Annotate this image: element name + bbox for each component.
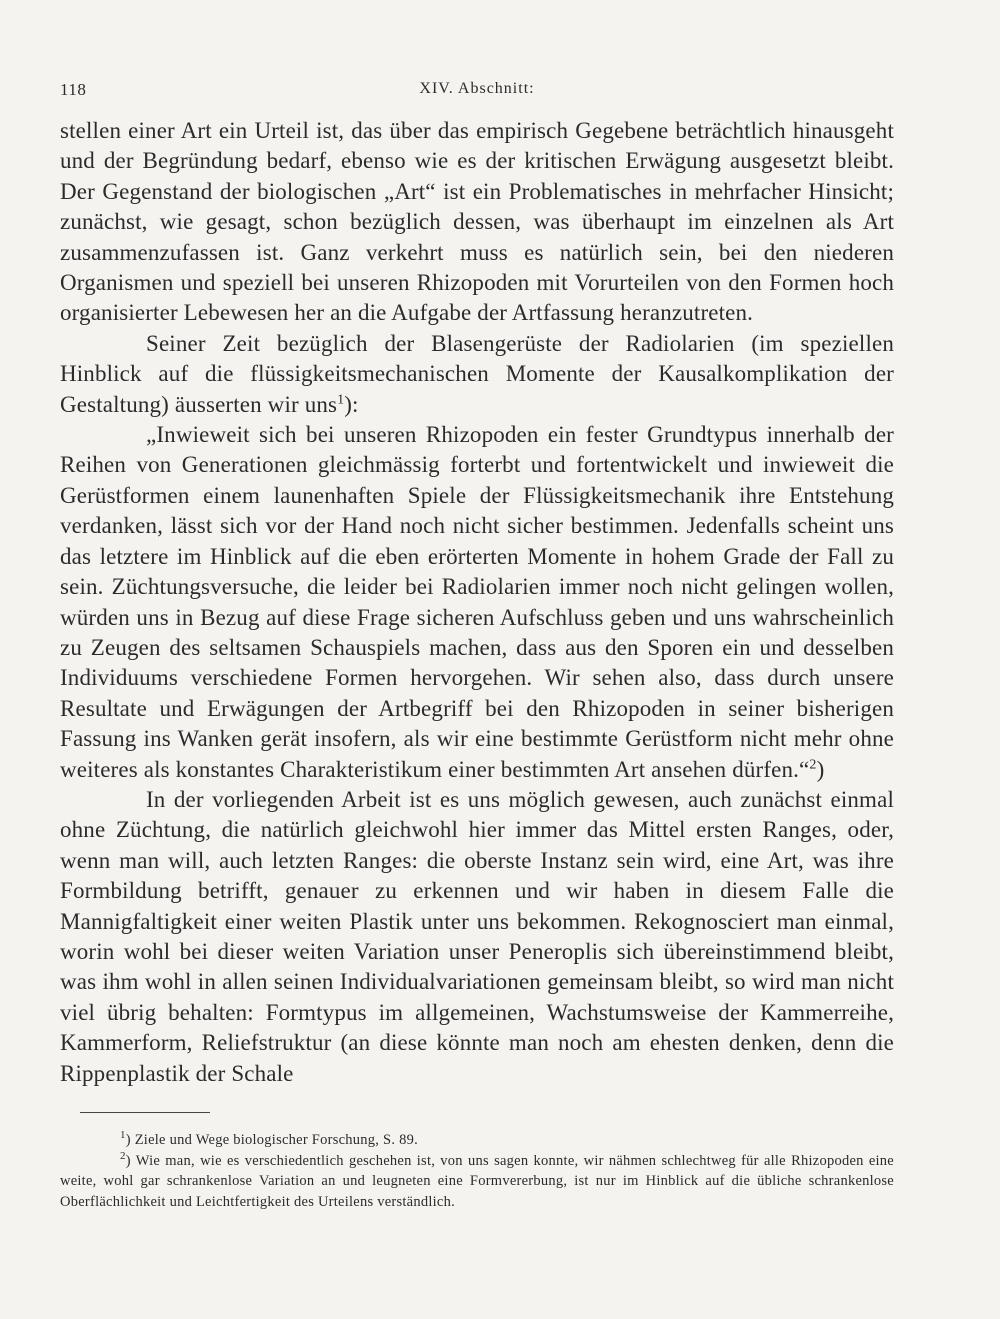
footnote-2-mark: 2 <box>120 1149 126 1162</box>
footnote-divider <box>80 1112 210 1113</box>
footnote-ref-2: 2 <box>809 756 817 772</box>
running-head: XIV. Abschnitt: <box>419 80 535 97</box>
paragraph-2 <box>60 329 894 420</box>
quote-end: ) <box>816 756 825 782</box>
footnote-1 <box>60 1130 894 1151</box>
footnote-1-mark: 1 <box>120 1129 126 1142</box>
quote-text: „Inwieweit sich bei unseren Rhizopoden ein fester Grundtypus innerhalb der Reihen von Generationen gleichmässig forterbt und fortentwickelt und inwieweit die Gerüstformen einem launenhaften Spiele der Flüssigkeitsmechanik ihre Entstehung verdanken, lässt sich vor der Hand noch nicht sicher bestimmen. Jedenfalls scheint uns das letztere im Hinblick auf die eben erörterten Momente in hohem Grade der Fall zu sein. Züchtungsversuche, die leider bei Radiolarien immer noch nicht gelingen wollen, würden uns in Bezug auf diese Frage sicheren Aufschluss geben und uns wahrscheinlich zu Zeugen des seltsamen Schauspiels machen, dass aus den Sporen ein und desselben Individuums verschiedene Formen hervorgehen. Wir sehen also, dass durch unsere Resultate und Erwägungen der Artbegriff bei den Rhizopoden in seiner bisherigen Fassung ins Wanken gerät insofern, als wir eine bestimmte Gerüstform nicht mehr ohne weiteres als konstantes Charakteristikum einer bestimmten Art ansehen dürfen.“ <box>60 422 894 782</box>
footnote-1-text: ) Ziele und Wege biologischer Forschung, S. 89. <box>125 1132 418 1148</box>
footnote-2 <box>60 1151 894 1213</box>
footnote-ref-1: 1 <box>337 392 345 407</box>
footnote-2-text: ) Wie man, wie es verschiedentlich geschehen ist, von uns sagen konnte, wir nähmen schlechtweg für alle Rhizopoden eine weite, wohl gar schrankenlose Variation an und leugneten eine Formvererbung, ist nur im Hinblick auf die übliche schrankenlose Oberflächlichkeit und Leichtfertigkeit des Urteilens verständlich. <box>60 1152 894 1210</box>
paragraph-2-text: Seiner Zeit bezüglich der Blasengerüste der Radiolarien (im speziellen Hinblick auf die flüssigkeitsmechanischen Momente der Kausalkomplikation der Gestaltung) äusserten wir uns <box>60 330 894 417</box>
paragraph-3: In der vorliegenden Arbeit ist es uns möglich gewesen, auch zunächst einmal ohne Züchtung, die natürlich gleichwohl hier immer das Mittel ersten Ranges, oder, wenn man will, auch letzten Ranges: die oberste Instanz sein wird, eine Art, was ihre Formbildung betrifft, genauer zu erkennen und wir haben in diesem Falle die Mannigfaltigkeit einer weiten Plastik unter uns bekommen. Rekognosciert man einmal, worin wohl bei dieser weiten Variation unser Peneroplis sich übereinstimmend bleibt, was ihm wohl in allen seinen Individualvariationen gemeinsam bleibt, so wird man nicht viel übrig behalten: Formtypus im allgemeinen, Wachstumsweise der Kammerreihe, Kammerform, Reliefstruktur (an diese könnte man noch am ehesten denken, denn die Rippenplastik der Schale <box>60 786 894 1086</box>
page-header <box>60 80 894 104</box>
paragraph-2-end: ): <box>344 391 359 417</box>
body-text <box>60 116 894 1089</box>
page-number: 118 <box>60 80 87 99</box>
footnotes <box>60 1130 894 1212</box>
paragraph-1: stellen einer Art ein Urteil ist, das über das empirisch Gegebene beträchtlich hinausgeht und der Begründung bedarf, ebenso wie es der kritischen Erwägung ausgesetzt bleibt. Der Gegenstand der biologischen „Art“ ist ein Problematisches in mehrfacher Hinsicht; zunächst, wie gesagt, schon bezüglich dessen, was überhaupt im einzelnen als Art zusammenzufassen ist. Ganz verkehrt muss es natürlich sein, bei den niederen Organismen und speziell bei unseren Rhizopoden mit Vorurteilen von den Formen hoch organisierter Lebewesen her an die Aufgabe der Artfassung heranzutreten. <box>60 118 894 326</box>
block-quote <box>60 420 894 785</box>
